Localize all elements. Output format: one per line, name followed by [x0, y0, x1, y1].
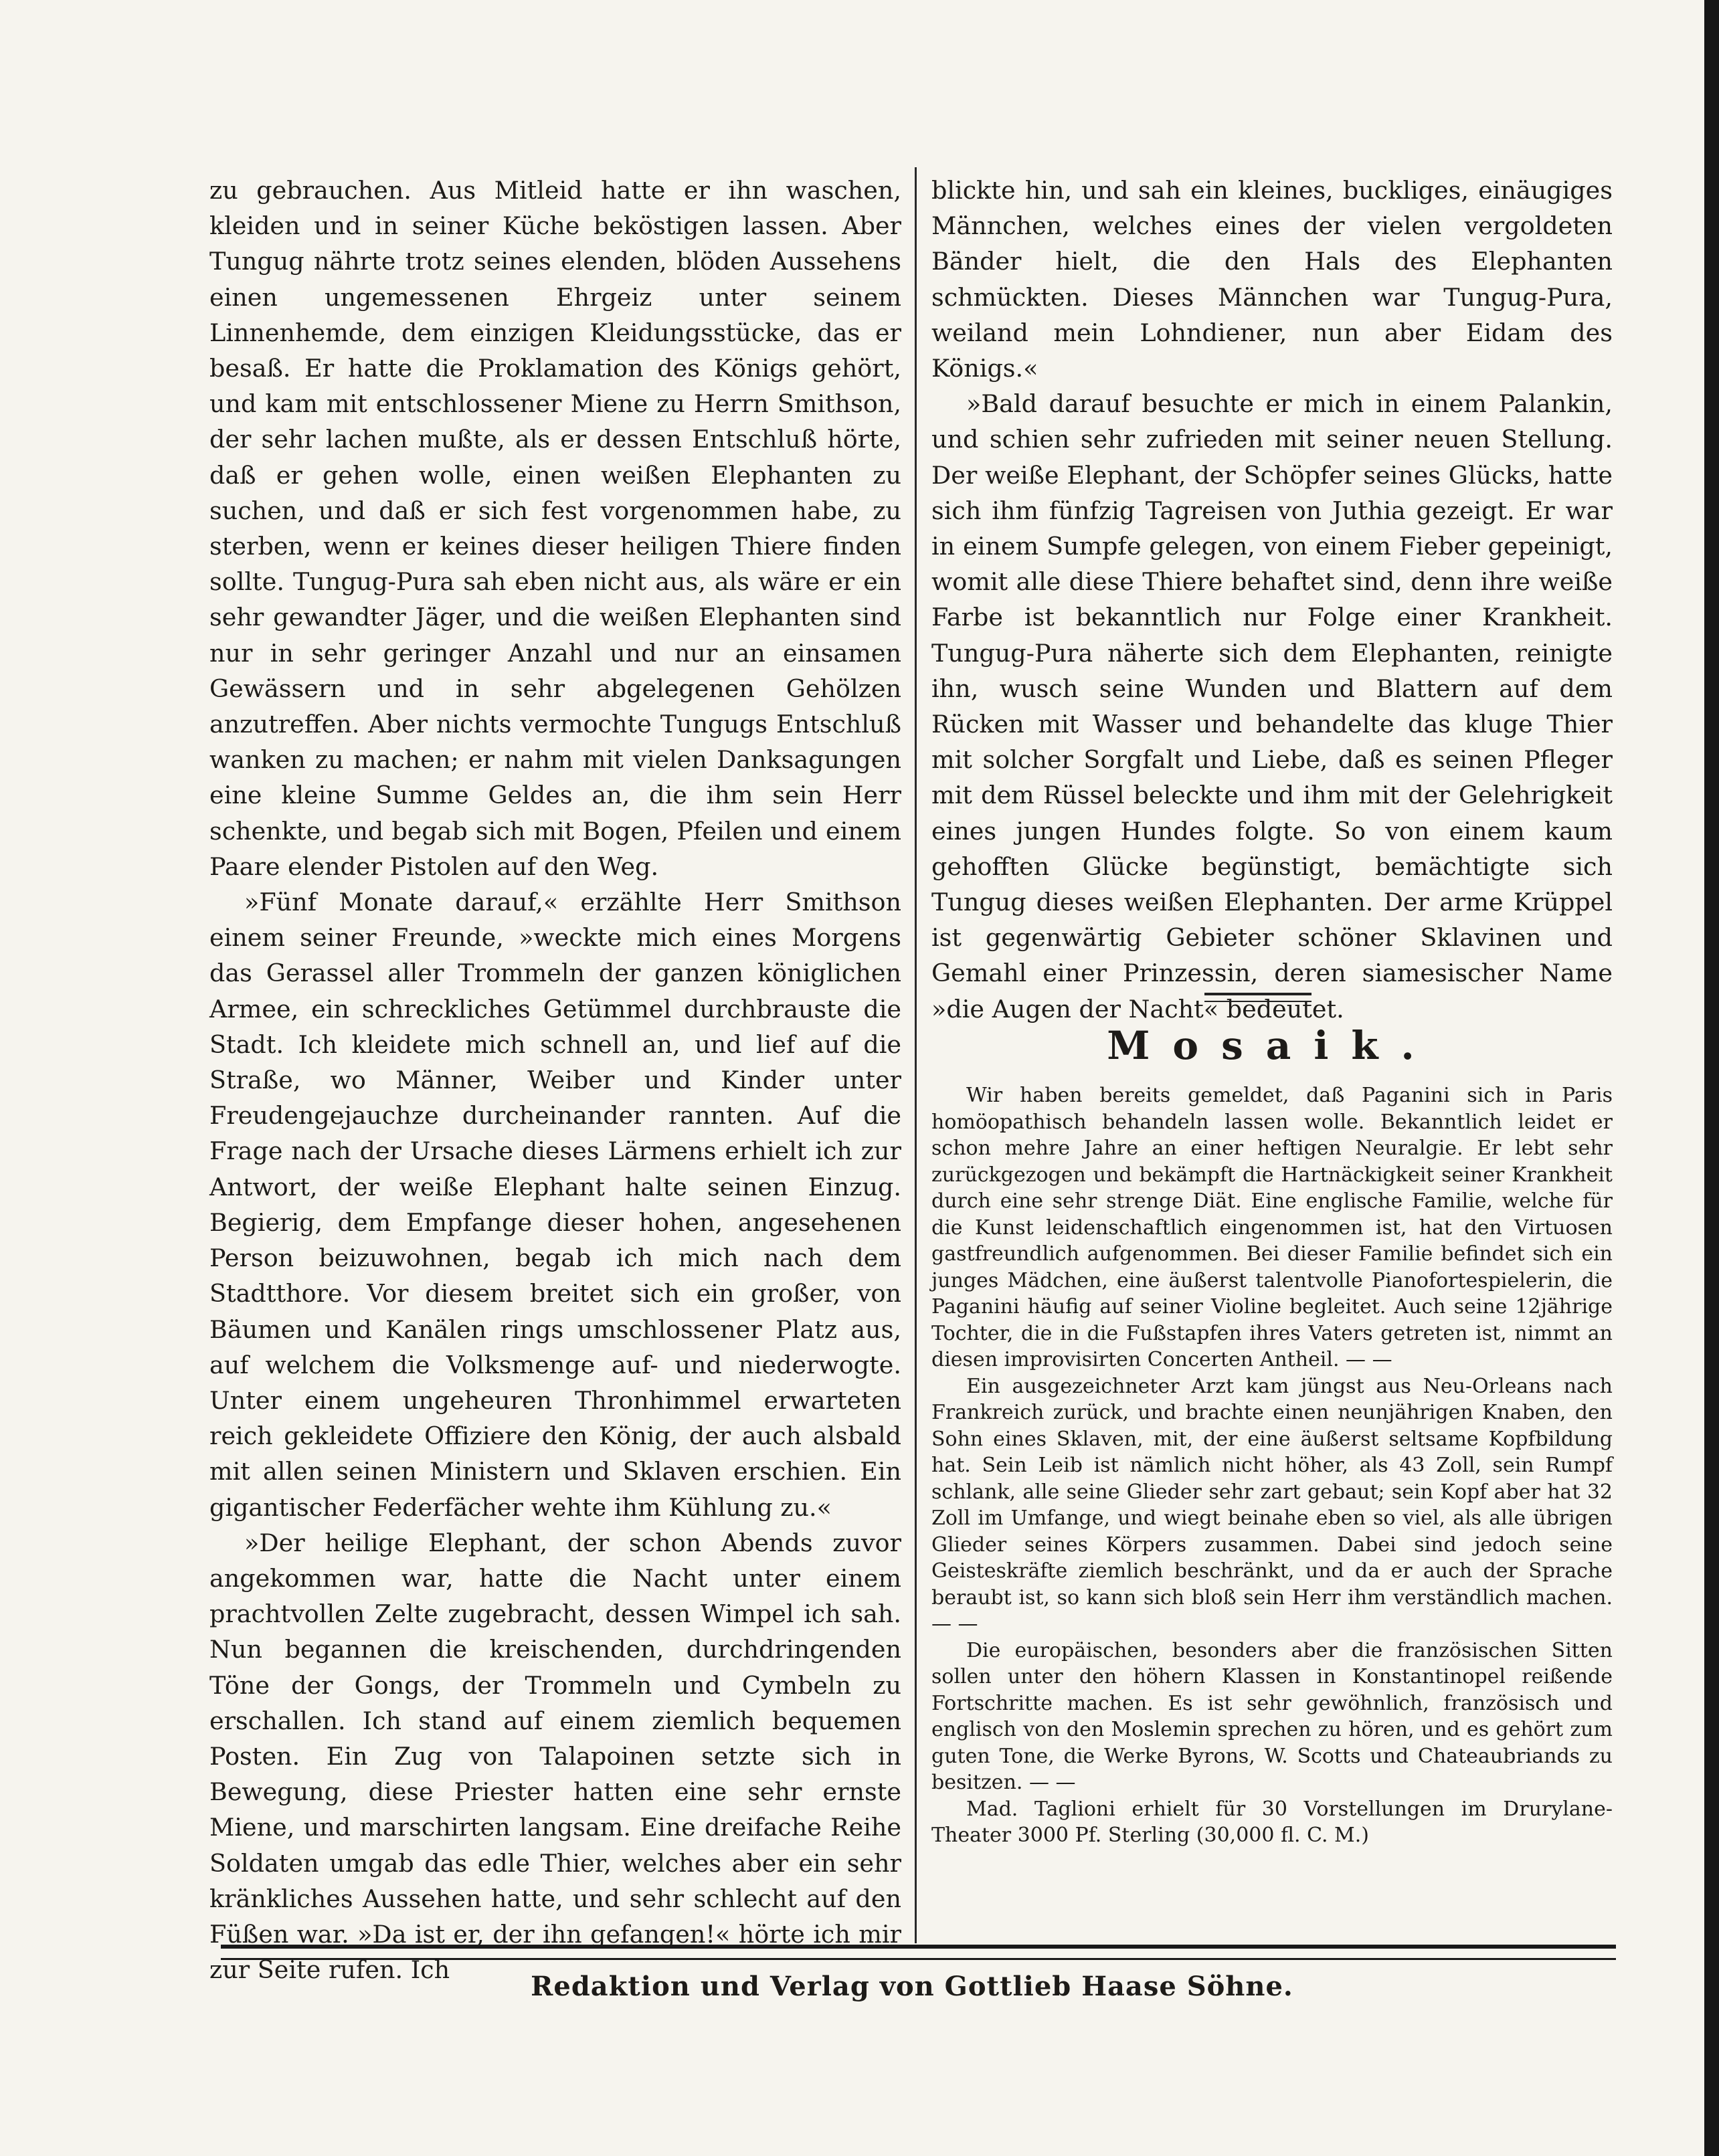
publisher-imprint: Redaktion und Verlag von Gottlieb Haase Söhne. — [531, 1971, 1293, 2002]
mosaik-paragraph-3: Die europäischen, besonders aber die französischen Sitten sollen unter den höhern Klassen in Konstantinopel reißende Fortschritte machen. Es ist sehr gewöhnlich, französisch und englisch von den Moslemin sprechen zu hören, und es gehört zum guten Tone, die Werke Byrons, W. Scotts und Chateaubriands zu besitzen. — — — [931, 1638, 1613, 1794]
mosaik-paragraph-4: Mad. Taglioni erhielt für 30 Vorstellungen im Drurylane-Theater 3000 Pf. Sterling (30,000 fl. C. M.) — [931, 1797, 1613, 1847]
right-paragraph-2: »Bald darauf besuchte er mich in einem Palankin, und schien sehr zufrieden mit seiner neuen Stellung. Der weiße Elephant, der Schöpfer seines Glücks, hatte sich ihm fünfzig Tagreisen von Juthia gezeigt. Er war in einem Sumpfe gelegen, von einem Fieber gepeinigt, womit alle diese Thiere behaftet sind, denn ihre weiße Farbe ist bekanntlich nur Folge einer Krankheit. Tungug-Pura näherte sich dem Elephanten, reinigte ihn, wusch seine Wunden und Blattern auf dem Rücken mit Wasser und behandelte das kluge Thier mit solcher Sorgfalt und Liebe, daß es seinen Pfleger mit dem Rüssel beleckte und ihm mit der Gelehrigkeit eines jungen Hundes folgte. So von einem kaum gehofften Glücke begünstigt, bemächtigte sich Tungug dieses weißen Elephanten. Der arme Krüppel ist gegenwärtig Gebieter schöner Sklavinen und Gemahl einer Prinzessin, deren siamesischer Name »die Augen der Nacht« bedeutet. — [931, 389, 1613, 1023]
mosaik-paragraph-2: Ein ausgezeichneter Arzt kam jüngst aus Neu-Orleans nach Frankreich zurück, und brachte einen neunjährigen Knaben, den Sohn eines Sklaven, mit, der eine äußerst seltsame Kopfbildung hat. Sein Leib ist nämlich nicht höher, als 43 Zoll, sein Rumpf schlank, alle seine Glieder sehr zart gebaut; sein Kopf aber hat 32 Zoll im Umfange, und wiegt beinahe eben so viel, als alle übrigen Glieder seines Körpers zusammen. Dabei sind jedoch seine Geisteskräfte ziemlich beschränkt, und da er auch der Sprache beraubt ist, so kann sich bloß sein Herr ihm verständlich machen. — — — [931, 1374, 1613, 1636]
left-paragraph-1: zu gebrauchen. Aus Mitleid hatte er ihn waschen, kleiden und in seiner Küche beköstigen lassen. Aber Tungug nährte trotz seines elenden, blöden Aussehens einen ungemessenen Ehrgeiz unter seinem Linnenhemde, dem einzigen Kleidungsstücke, das er besaß. Er hatte die Proklamation des Königs gehört, und kam mit entschlossener Miene zu Herrn Smithson, der sehr lachen mußte, als er dessen Entschluß hörte, daß er gehen wolle, einen weißen Elephanten zu suchen, und daß er sich fest vorgenommen habe, zu sterben, wenn er keines dieser heiligen Thiere finden sollte. Tungug-Pura sah eben nicht aus, als wäre er ein sehr gewandter Jäger, und die weißen Elephanten sind nur in sehr geringer Anzahl und nur an einsamen Gewässern und in sehr abgelegenen Gehölzen anzutreffen. Aber nichts vermochte Tungugs Entschluß wanken zu machen; er nahm mit vielen Danksagungen eine kleine Summe Geldes an, die ihm sein Herr schenkte, und begab sich mit Bogen, Pfeilen und einem Paare elender Pistolen auf den Weg. — [209, 176, 901, 881]
left-paragraph-3: »Der heilige Elephant, der schon Abends zuvor angekommen war, hatte die Nacht unter einem prachtvollen Zelte zugebracht, dessen Wimpel ich sah. Nun begannen die kreischenden, durchdringenden Töne der Gongs, der Trommeln und Cymbeln zu erschallen. Ich stand auf einem ziemlich bequemen Posten. Ein Zug von Talapoinen setzte sich in Bewegung, diese Priester hatten eine sehr ernste Miene, und marschirten langsam. Eine dreifache Reihe Soldaten umgab das edle Thier, welches aber ein sehr kränkliches Aussehen hatte, und sehr schlecht auf den Füßen war. »Da ist er, der ihn gefangen!« hörte ich mir zur Seite rufen. Ich — [209, 1528, 901, 1985]
mosaik-paragraph-1: Wir haben bereits gemeldet, daß Paganini sich in Paris homöopathisch behandeln lassen wolle. Bekanntlich leidet er schon mehre Jahre an einer heftigen Neuralgie. Er lebt sehr zurückgezogen und bekämpft die Hartnäckigkeit seiner Krankheit durch eine sehr strenge Diät. Eine englische Familie, welche für die Kunst leidenschaftlich eingenommen ist, hat den Virtuosen gastfreundlich aufgenommen. Bei dieser Familie befindet sich ein junges Mädchen, eine äußerst talentvolle Pianofortespielerin, die Paganini häufig auf seiner Violine begleitet. Auch seine 12jährige Tochter, die in die Fußstapfen ihres Vaters getreten ist, nimmt an diesen improvisirten Concerten Antheil. — — — [931, 1084, 1613, 1371]
footer-rule — [221, 1945, 1616, 1960]
right-paragraph-1: blickte hin, und sah ein kleines, buckliges, einäugiges Männchen, welches eines der vielen vergoldeten Bänder hielt, die den Hals des Elephanten schmückten. Dieses Männchen war Tungug-Pura, weiland mein Lohndiener, nun aber Eidam des Königs.« — [931, 176, 1613, 383]
column-divider — [915, 167, 917, 1943]
page-edge-shadow — [1704, 0, 1719, 2156]
right-column — [931, 173, 1613, 1027]
section-separator — [1204, 993, 1311, 1002]
left-column — [209, 173, 901, 1987]
left-paragraph-2: »Fünf Monate darauf,« erzählte Herr Smithson einem seiner Freunde, »weckte mich eines Morgens das Gerassel aller Trommeln der ganzen königlichen Armee, ein schreckliches Getümmel durchbrauste die Stadt. Ich kleidete mich schnell an, und lief auf die Straße, wo Männer, Weiber und Kinder unter Freudengejauchze durcheinander rannten. Auf die Frage nach der Ursache dieses Lärmens erhielt ich zur Antwort, der weiße Elephant halte seinen Einzug. Begierig, dem Empfange dieser hohen, angesehenen Person beizuwohnen, begab ich mich nach dem Stadtthore. Vor diesem breitet sich ein großer, von Bäumen und Kanälen rings umschlossener Platz aus, auf welchem die Volksmenge auf- und niederwogte. Unter einem ungeheuren Thronhimmel erwarteten reich gekleidete Offiziere den König, der auch alsbald mit allen seinen Ministern und Sklaven erschien. Ein gigantischer Federfächer wehte ihm Kühlung zu.« — [209, 888, 901, 1522]
mosaik-heading: Mosaik. — [1107, 1023, 1437, 1068]
mosaik-section — [931, 1082, 1613, 1849]
